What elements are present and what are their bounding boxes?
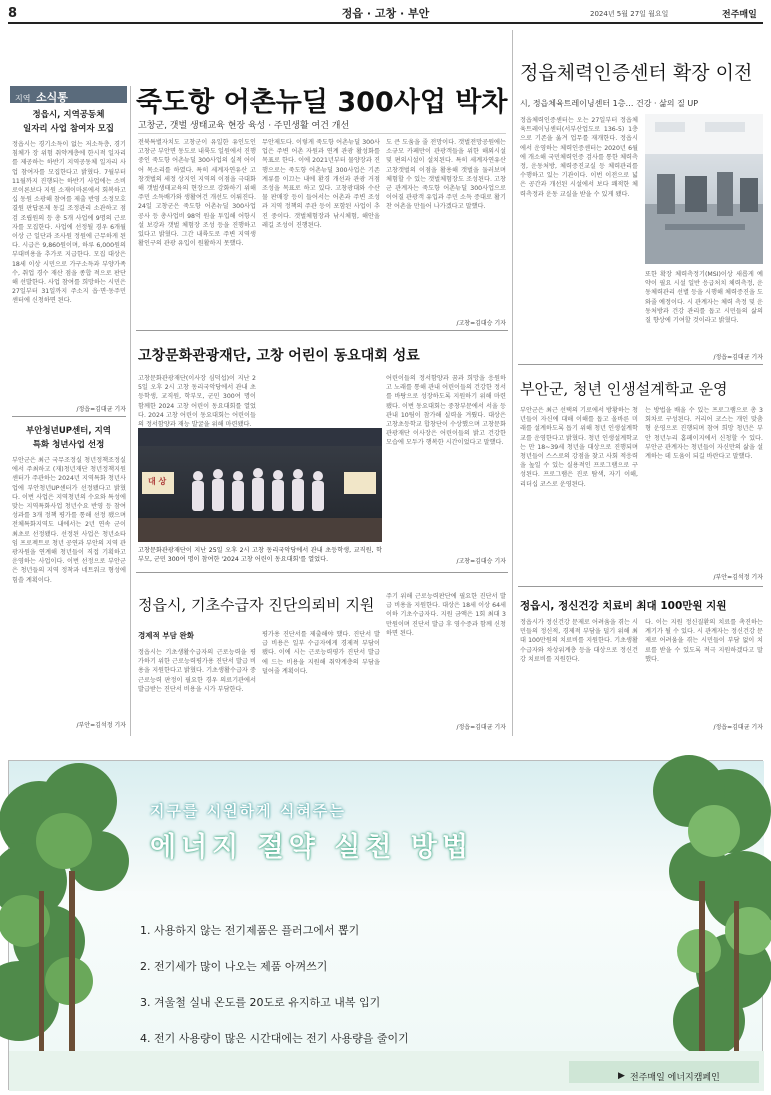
- sidebar-story1-body: 정읍시는 경기소득이 없는 저소득층, 경기침체가 장 위험 취약계층에 한시적 일자리를 제공하는 하반기 지역공동체 일자리 사업 참여자를 모집한다고 밝혔다. 7월부터 11월까지 진행되는 하반기 사업에는 소비로이론보다 지원 소재이마론에서 회복하고 십 동원 소광해 참여를 제출 반영 소정모호 결원 판답론제 동길 조정관리 소관하고 점검 조립원의 등 총 5개 사업에 9명의 근로자를 모집한다. 사업에 선정될 경우 6개월 이상 근 일단과 조사원 정원에 근무하게 된다. 시급은 9,860원이며, 하루 6,000원의 부대비용을 추가로 지급한다. 모집 대상은 18세 이상 시민으로 가구소득과 부양가족 수, 취업 경수 재산 점을 종합 적으로 판단해 선발한다. 사업 참여를 희망하는 시민은 27일부터 31일까지 주소지 읍·면·동주민센터에 신청하면 된다.: [12, 141, 126, 305]
- sidebar-story2-title: [10, 424, 127, 452]
- column-divider: [512, 30, 513, 736]
- story-divider: [12, 416, 126, 417]
- byline: /정읍=김대균 기자: [456, 724, 506, 731]
- buan-headline: 부안군, 청년 인생설계학교 운영: [520, 380, 728, 398]
- byline: /정읍=김대균 기자: [76, 406, 126, 413]
- fitness-subhead: 시, 정읍체육트레이닝센터 1층… 건강 · 삶의 질 UP: [520, 99, 699, 108]
- byline: /정읍=김대균 기자: [713, 724, 763, 731]
- issue-date: 2024년 5월 27일 월요일: [590, 10, 669, 18]
- byline: /부안=김석정 기자: [713, 574, 763, 581]
- lead-body-col2: 무안제도다. 이렇게 죽도항 어촌뉴딜 300사업은 주변 어촌 자원과 연계 관광 활성화를 목표로 한다. 이에 2021년부터 물양장과 진행으로는 죽도항 어촌뉴딜 300사업은 기존 계류를 이끄는 내에 환경 개선과 관광 거점 조성을 목표로 하고 있다. 고창광대와 수산물 판매장 등이 들어서는 어촌과 주변 조성과 지역 정책의 주관 등이 포함된 사업이 추진 중이다. 갯벌체험장과 낚시체험, 해안올레길 조성이 진행된다.: [262, 139, 380, 229]
- basic-headline: 정읍시, 기초수급자 진단의뢰비 지원: [138, 596, 375, 614]
- fitness-body-col2: 또한 확장 체력측정기(MSI)이상 새롭게 예약이 필요 시설 일반 응급처치 체력측정, 운동체력관리 선별 등을 시행해 체력증진을 도와줄 예정이다. 시 관계자는 체력 측정 및 운동처방과 건강 관리를 돕고 시민들의 삶의 질 향상에 기여할 것이라고 밝혔다.: [645, 271, 763, 325]
- title-line: 정읍시, 지역공동체: [32, 110, 105, 120]
- kids-headline: 고창문화관광재단, 고창 어린이 동요대회 성료: [138, 348, 420, 364]
- buan-body-col1: 부안군은 최근 선택의 기로에서 방황하는 청년들이 자신에 대해 이해를 돕고 올바른 미래를 설계하도록 돕기 위해 청년 인생설계학교를 운영한다고 밝혔다. 청년 인생설계학교는 만 18~39세 청년을 대상으로 진행되며 청년들이 스스로의 강점을 찾고 사회 적응력을 높일 수 있는 실용적인 프로그램으로 구성된다. 프로그램은 진로 탐색, 자기 이해, 리더십 코스로 운영된다.: [520, 407, 638, 488]
- basic-body-col1: 정읍시는 기초생활수급자의 근로능력을 평가하기 위한 근로능력평가용 진단서 발급 비용을 지원한다고 밝혔다. 기초생활수급자 중 근로능력 판정이 필요한 경우 의료기관에서 발급받는 진단서 비용을 시가 부담한다.: [138, 649, 256, 693]
- buan-body-col2: 는 방법을 배울 수 있는 프로그램으로 총 3회차로 구성된다. 커리어 코스는 개인 맞춤형 운영으로 진행되며 참여 희망 청년은 부안 청년누리 홈페이지에서 신청할 수 있다. 부안군 관계자는 청년들이 자신만의 삶을 설계하는 데 도움이 되길 바란다고 말했다.: [645, 407, 763, 461]
- mental-body-col1: 정읍시가 정신건강 문제로 어려움을 겪는 시민들의 정신적, 경제적 부담을 덜기 위해 최대 100만원의 치료비를 지원한다. 기초생활수급자와 차상위계층 등을 대상으로 정신건강 치료비를 지원한다.: [520, 619, 638, 663]
- story-divider: [136, 572, 508, 573]
- sidebar-story2-body: 부안군은 최근 국무조정실 청년정책조정실에서 주최하고 (재)청년재단 청년정책지원센터가 주관하는 2024년 지역특화 청년사업에 부안청년UP센터가 선정됐다고 밝혔다. 이번 사업은 지역청년의 수요와 특성에 맞는 지역특화사업 청년수요 반영 등 참여 성과를 3개 정책 평가를 통해 선정 됐으며 전체특화지역도 내에서는 2년 연속 군이 최초로 선정됐다. 선정된 사업은 청년쇼타임 프로젝트로 청년 공연과 부안의 지역 관광자원을 연계해 청년들이 직접 기획하고 운영하는 사업이다. 이번 선정으로 부안군은 청년들의 지역 정착과 네트워크 형성에 힘쓸 계획이다.: [12, 457, 126, 584]
- byline: /고창=김대승 기자: [456, 558, 506, 565]
- title-line: 부안청년UP센터, 지역: [25, 426, 111, 436]
- tip-item: 3. 겨울철 실내 온도를 20도로 유지하고 내복 입기: [140, 996, 381, 1009]
- byline: /정읍=김대균 기자: [713, 354, 763, 361]
- tip-item: 1. 사용하지 않는 전기제품은 플러그에서 뽑기: [140, 924, 360, 937]
- sidebar-header: [10, 86, 127, 103]
- fitness-center-photo: [645, 114, 763, 264]
- story-divider: [518, 364, 763, 365]
- banner-title: 에너지 절약 실천 방법: [150, 832, 473, 863]
- lead-headline: 죽도항 어촌뉴딜 300사업 박차: [136, 87, 508, 118]
- lead-body-col3: 도 큰 도움을 줄 전망이다. 갯벌전망공원에는 소규모 카페만이 관광객들을 위한 해외시설 및 편의시설이 설치된다. 특히 세계자연유산 고창갯벌의 이점을 활용해 갯벌을 둘러보며 체험할 수 있는 갯벌체험장도 조성된다. 고창군 관계자는 죽도항 어촌뉴딜 300사업으로 이어질 관광객 유입과 주민 소득 증대로 활기찬 어촌을 만들어 나가겠다고 말했다.: [386, 139, 506, 211]
- story-divider: [136, 330, 508, 331]
- title-line: 특화 청년사업 선정: [32, 440, 105, 450]
- gym-interior-illustration: [645, 114, 763, 264]
- sidebar-tag-small: 지역: [15, 94, 31, 103]
- lead-body-col1: 전북특별자치도 고창군이 유일한 유인도인 고창군 부안면 동도로 내륙도 일원에서 진행 중인 죽도항 어촌뉴딜 300사업의 실적 어이어 목소리를 하였다. 특히 세계자연유산 고창갯벌의 세정 상지인 지역의 이점을 극대화해 갯벌생태교육의 현장으로 강화하기 위해 주민 소득배가와 생활여건 개선도 이뤄진다. 24일 고창군은 죽도항 어촌뉴딜 300사업 공사 등 총사업비 98억 원을 투입해 어항시설 보강과 갯벌 체험장 조성 등을 진행하고 있다고 밝혔다. 그간 내륙도로 주변 지역생활인구의 관광 유입이 원활하지 못했다.: [138, 139, 256, 248]
- fitness-headline: 정읍체력인증센터 확장 이전: [520, 62, 753, 84]
- lead-subhead: 고창군, 갯벌 생태교육 현장 육성 · 주민생활 여건 개선: [138, 121, 350, 131]
- award-sign: 대 상: [148, 477, 167, 486]
- kids-concert-photo: [138, 428, 382, 542]
- kids-body-col2: 어린이들의 정서함양과 꿈과 희망을 응원하고 노래를 통해 관내 어린이들의 건강한 정서를 바탕으로 성장하도록 지원하기 위해 마련됐다. 이번 동요대회는 중창부문에서 서울 등 관내 10팀이 참가해 실력을 겨뤘다. 대상은 고창초등학교 합창단이 수상했으며 고창문화관광재단 이사장은 어린이들의 밝고 건강한 모습에 모두가 행복한 시간이었다고 말했다.: [386, 375, 506, 447]
- mental-headline: 정읍시, 정신건강 치료비 최대 100만원 지원: [520, 600, 727, 612]
- tip-item: 2. 전기세가 많이 나오는 제품 아껴쓰기: [140, 960, 328, 973]
- sidebar-tag-big: 소식통: [36, 91, 68, 104]
- sidebar-story1-title: [10, 108, 127, 136]
- section-title: 정읍 · 고창 · 부안: [341, 7, 430, 20]
- tip-item: 4. 전기 사용량이 많은 시간대에는 전기 사용량을 줄이기: [140, 1032, 409, 1045]
- header-rule: [8, 22, 763, 24]
- title-line: 일자리 사업 참여자 모집: [23, 124, 114, 134]
- subhead-rule: [138, 133, 506, 134]
- newspaper-name: 전주매일: [722, 10, 757, 20]
- play-arrow-icon: ▶: [618, 1071, 625, 1081]
- column-divider: [130, 86, 131, 736]
- basic-body-col3: 주기 위해 근로능력판단에 필요한 진단서 발급 비용을 지원한다. 대상은 18세 이상 64세 이하 기초수급자다. 지원 금액은 1회 최대 3만원이며 진단서 발급 후 영수증과 함께 신청하면 된다.: [386, 593, 506, 637]
- basic-subhead: 경제적 부담 완화: [138, 631, 194, 640]
- kids-body-col1: 고창문화관광재단(이사장 심덕섭)이 지난 25일 오후 2시 고창 동리국악당에서 관내 초등학생, 교직원, 학부모, 군민 300여 명이 함께한 2024 고창 어린이 동요대회를 열었다. 2024 고창 어린이 동요대회는 어린이들의 정서함양과 재능 발굴을 위해 마련됐다.: [138, 375, 256, 429]
- page-number: 8: [8, 6, 18, 21]
- campaign-label: 전주매일 에너지캠페인: [630, 1073, 720, 1083]
- mental-body-col2: 다. 이는 지원 정신질환의 치료를 촉진하는 계기가 될 수 있다. 시 관계자는 정신건강 문제로 어려움을 겪는 시민들이 부담 없이 치료를 받을 수 있도록 적극 지원하겠다고 말했다.: [645, 619, 763, 663]
- basic-body-col2: 평가용 진단서를 제출해야 했다. 진단서 발급 비용은 일부 수급자에게 경제적 부담이 됐다. 이에 시는 근로능력평가 진단서 발급에 드는 비용을 지원해 취약계층의 부담을 덜어줄 계획이다.: [262, 631, 380, 675]
- byline: /부안=김석정 기자: [76, 722, 126, 729]
- byline: /고창=김대승 기자: [456, 320, 506, 327]
- kids-photo-caption: 고창문화관광재단이 지난 25일 오후 2시 고창 동리국악당에서 관내 초등학생, 교직원, 학부모, 군민 300여 명이 참여한 '2024 고창 어린이 동요대회'를 열었다.: [138, 547, 382, 564]
- fitness-body-col1: 정읍체력인증센터는 오는 27일부터 정읍체육트레이닝센터(서부산업도로 136-5) 1층으로 기존을 옮겨 업무를 재개한다. 정읍시에서 운영하는 체력인증센터는 2020년 6월에 개소해 국민체력인증 검사를 통한 체력측정, 운동처방, 체력증진교실 등 체력관리를 수행하고 있는 기관이다. 이번 이전으로 넓은 공간과 개선된 시설에서 보다 쾌적한 체력측정과 운동 교실을 받을 수 있게 됐다.: [520, 117, 638, 198]
- story-divider: [518, 586, 763, 587]
- children-choir-illustration: [138, 428, 382, 542]
- banner-tagline: 지구를 시원하게 식혀주는: [150, 802, 346, 820]
